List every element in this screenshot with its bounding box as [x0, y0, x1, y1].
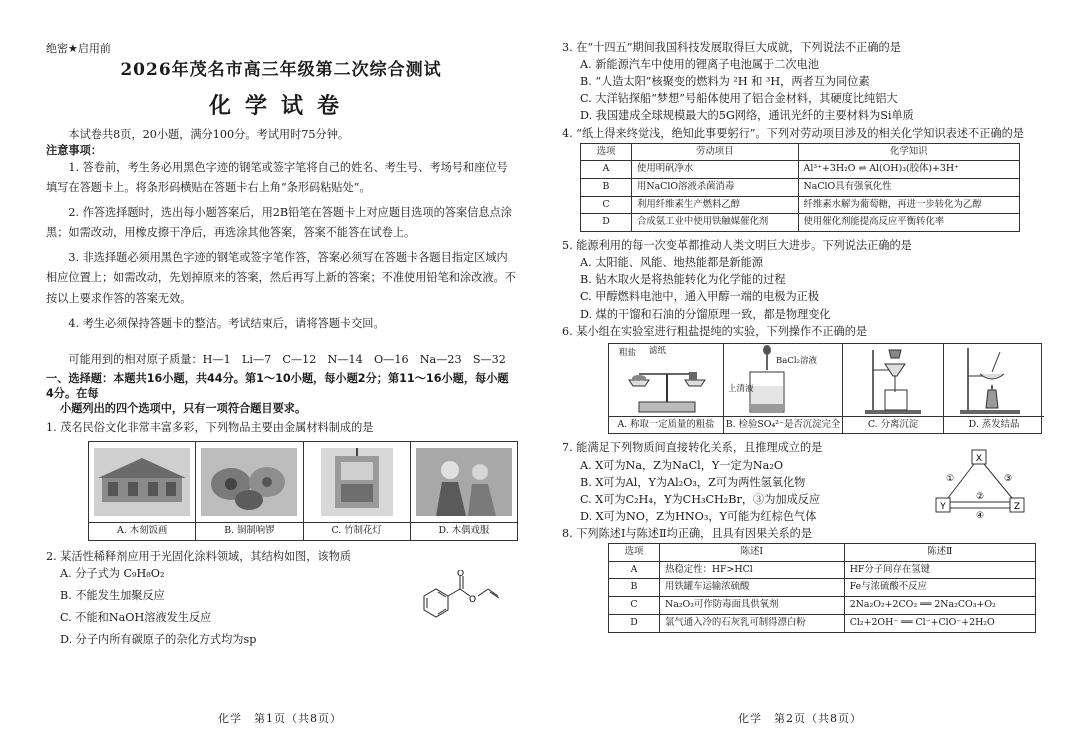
q6-option-a: [609, 344, 724, 434]
q1-caption-b: B. 铜制响锣: [196, 522, 302, 540]
question-4: 4. “纸上得来终觉浅，绝知此事要躬行”。下列对劳动项目涉及的相关化学知识表述不正确的是: [562, 126, 1024, 140]
q1-caption-a: A. 木刻饭画: [89, 522, 195, 540]
q8-table: [608, 543, 1036, 632]
question-6: 6. 某小组在实验室进行粗盐提纯的实验，下列操作不正确的是: [562, 324, 868, 338]
table-cell: A: [581, 161, 632, 179]
q4-table: [580, 143, 1020, 232]
page-1-footer: 化学 第1页（共8页）: [218, 712, 342, 726]
table-cell: A: [609, 561, 660, 579]
svg-text:O: O: [469, 595, 477, 606]
table-row: [581, 161, 1020, 179]
table-cell: C: [581, 196, 632, 214]
question-1-images: [88, 441, 518, 541]
table-cell: D: [609, 614, 660, 632]
q7-option-d: D. X可为NO，Z为HNO₃，Y可能为红棕色气体: [580, 509, 817, 523]
q1-caption-c: C. 竹制花灯: [304, 522, 410, 540]
table-cell: 使用明矾净水: [632, 161, 799, 179]
secret-mark: 绝密★启用前: [46, 42, 111, 55]
q3-option-d: D. 我国建成全球规模最大的5G网络，通讯光纤的主要材料为Si单质: [580, 109, 914, 123]
table-cell: HF分子间存在氢键: [844, 561, 1035, 579]
subject-title: 化学试卷: [208, 93, 353, 119]
table-cell: 用NaClO溶液杀菌消毒: [632, 179, 799, 197]
svg-text:O: O: [457, 570, 465, 580]
q5-option-a: A. 太阳能、风能、地热能都是新能源: [580, 256, 764, 270]
table-cell: Fe与浓硫酸不反应: [844, 579, 1035, 597]
table-row: [609, 561, 1036, 579]
table-cell: 2Na₂O₂+2CO₂ ══ 2Na₂CO₃+O₂: [844, 597, 1035, 615]
table-cell: Al³⁺+3H₂O ⇌ Al(OH)₃(胶体)+3H⁺: [798, 161, 1019, 179]
q3-option-a: A. 新能源汽车中使用的锂离子电池属于二次电池: [580, 58, 819, 72]
q6-caption-a: A. 称取一定质量的粗盐: [609, 416, 723, 434]
table-cell: C: [609, 597, 660, 615]
conversion-triangle-diagram: [932, 448, 1032, 518]
page-2-footer: 化学 第2页（共8页）: [738, 712, 862, 726]
q5-option-b: B. 钻木取火是将热能转化为化学能的过程: [580, 273, 786, 287]
label-supernatant: 上清液: [728, 383, 754, 394]
q2-option-d: D. 分子内所有碳原子的杂化方式均为sp: [60, 632, 257, 646]
q5-option-c: C. 甲醇燃料电池中，通入甲醇一端的电极为正极: [580, 290, 820, 304]
note-item: 1. 答卷前，考生务必用黑色字迹的钢笔或签字笔将自己的姓名、考生号、考场号和座位号填写在答题卡上。将条形码横贴在答题卡右上角“条形码粘贴处”。: [46, 160, 508, 194]
q7-option-a: A. X可为Na，Z为NaCl，Y一定为Na₂O: [580, 458, 783, 472]
q3-option-b: B. “人造太阳”核聚变的燃料为 ²H 和 ³H，两者互为同位素: [580, 75, 870, 89]
q6-option-d: [944, 344, 1044, 434]
q1-option-c: [304, 442, 411, 540]
table-header: 化学知识: [798, 143, 1019, 161]
question-8: 8. 下列陈述Ⅰ与陈述Ⅱ均正确，且具有因果关系的是: [562, 526, 813, 540]
question-5: 5. 能源利用的每一次变革都推动人类文明巨大进步。下列说法正确的是: [562, 239, 912, 253]
table-header-row: [609, 544, 1036, 562]
q6-option-c: [843, 344, 944, 434]
woodcut-image: [93, 446, 191, 518]
question-3: 3. 在“十四五”期间我国科技发展取得巨大成就，下列说法不正确的是: [562, 41, 901, 54]
table-row: [581, 179, 1020, 197]
edge-label-2: ②: [976, 492, 985, 503]
table-cell: B: [581, 179, 632, 197]
filtration-icon: [843, 344, 943, 416]
q1-caption-d: D. 木偶戏服: [411, 522, 517, 540]
q1-option-d: [411, 442, 517, 540]
notes-title: 注意事项：: [46, 143, 102, 157]
notes-list: [46, 158, 516, 334]
q2-option-b: B. 不能发生加聚反应: [60, 589, 165, 603]
table-header-row: [581, 143, 1020, 161]
q3-option-c: C. 大洋钻探船“梦想”号船体使用了铝合金材料，其硬度比纯铝大: [580, 92, 898, 106]
table-cell: B: [609, 579, 660, 597]
q5-option-d: D. 煤的干馏和石油的分馏原理一致，都是物理变化: [580, 307, 831, 321]
beaker-dropper-icon: [724, 344, 842, 416]
table-header: 选项: [609, 544, 660, 562]
q7-option-c: C. X可为C₂H₄，Y为CH₃CH₂Br，③为加成反应: [580, 492, 821, 506]
question-6-images: [608, 343, 1042, 435]
question-7: 7. 能满足下列物质间直接转化关系，且推理成立的是: [562, 441, 823, 455]
atomic-masses: 可能用到的相对原子质量：H—1 Li—7 C—12 N—14 O—16 Na—23 S—32: [68, 352, 506, 366]
page-2: [540, 0, 1080, 749]
puppet-costume-image: [415, 446, 513, 518]
table-header: 选项: [581, 143, 632, 161]
edge-label-4: ④: [976, 511, 985, 519]
q6-caption-b: B. 检验SO₄²⁻是否沉淀完全: [724, 416, 842, 434]
question-2: 2. 某活性稀释剂应用于光固化涂料领域，其结构如图，该物质: [46, 550, 352, 564]
table-row: [581, 196, 1020, 214]
note-item: 2. 作答选择题时，选出每小题答案后，用2B铅笔在答题卡上对应题目选项的答案信息点涂黑；如需改动，用橡皮擦干净后，再选涂其他答案，答案不能答在试卷上。: [46, 206, 512, 240]
table-header: 陈述Ⅱ: [844, 544, 1035, 562]
q6-caption-d: D. 蒸发结晶: [944, 416, 1044, 434]
table-cell: D: [581, 214, 632, 232]
exam-title: 2026年茂名市高三年级第二次综合测试: [120, 59, 442, 80]
q1-option-b: [196, 442, 303, 540]
evaporation-icon: [944, 344, 1044, 416]
vinyl-benzoate-structure: [406, 570, 516, 628]
table-cell: Cl₂+2OH⁻ ══ Cl⁻+ClO⁻+2H₂O: [844, 614, 1035, 632]
q2-option-c: C. 不能和NaOH溶液发生反应: [60, 610, 212, 624]
table-row: [581, 214, 1020, 232]
note-item: 3. 非选择题必须用黑色字迹的钢笔或签字笔作答，答案必须写在答题卡各题目指定区域内相应位置上；如需改动，先划掉原来的答案，然后再写上新的答案；不准使用铅笔和涂改液。不按以上要求作答的答案无效。: [46, 251, 516, 305]
label-crude-salt: 粗盐: [619, 347, 637, 358]
section-1-heading: 一、选择题：本题共16小题，共44分。第1～10小题，每小题2分；第11～16小题，每小题4分。在每: [46, 372, 509, 401]
question-1: 1. 茂名民俗文化非常丰富多彩，下列物品主要由金属材料制成的是: [46, 421, 374, 435]
node-y: Y: [940, 502, 946, 513]
table-cell: 纤维素水解为葡萄糖，再进一步转化为乙醇: [798, 196, 1019, 214]
table-cell: 热稳定性：HF>HCl: [660, 561, 845, 579]
label-filter-paper: 滤纸: [649, 345, 667, 356]
exam-intro: 本试卷共8页，20小题，满分100分。考试用时75分钟。: [68, 128, 350, 142]
table-row: [609, 614, 1036, 632]
q6-caption-c: C. 分离沉淀: [843, 416, 943, 434]
table-row: [609, 579, 1036, 597]
q2-option-a: A. 分子式为 C₉H₈O₂: [60, 567, 165, 581]
bronze-gong-image: [200, 446, 298, 518]
table-cell: NaClO具有强氧化性: [798, 179, 1019, 197]
q7-option-b: B. X可为Al，Y为Al₂O₃，Z可为两性氢氧化物: [580, 475, 806, 489]
table-cell: 使用催化剂能提高反应平衡转化率: [798, 214, 1019, 232]
table-header: 劳动项目: [632, 143, 799, 161]
table-cell: 利用纤维素生产燃料乙醇: [632, 196, 799, 214]
edge-label-1: ①: [946, 474, 955, 485]
note-item: 4. 考生必须保持答题卡的整洁。考试结束后，请将答题卡交回。: [68, 316, 385, 330]
table-cell: 合成氨工业中使用铁触媒催化剂: [632, 214, 799, 232]
label-bacl2: BaCl₂溶液: [776, 355, 817, 366]
node-x: X: [975, 454, 983, 465]
node-z: Z: [1013, 502, 1021, 513]
table-cell: 用铁罐车运输浓硫酸: [660, 579, 845, 597]
table-cell: Na₂O₂可作防毒面具供氧剂: [660, 597, 845, 615]
edge-label-3: ③: [1004, 474, 1013, 485]
q1-option-a: [89, 442, 196, 540]
q6-option-b: [724, 344, 843, 434]
table-row: [609, 597, 1036, 615]
table-cell: 氯气通入冷的石灰乳可制得漂白粉: [660, 614, 845, 632]
section-1-heading-cont: 小题列出的四个选项中，只有一项符合题目要求。: [60, 402, 307, 416]
table-header: 陈述Ⅰ: [660, 544, 845, 562]
bamboo-lantern-image: [308, 446, 406, 518]
